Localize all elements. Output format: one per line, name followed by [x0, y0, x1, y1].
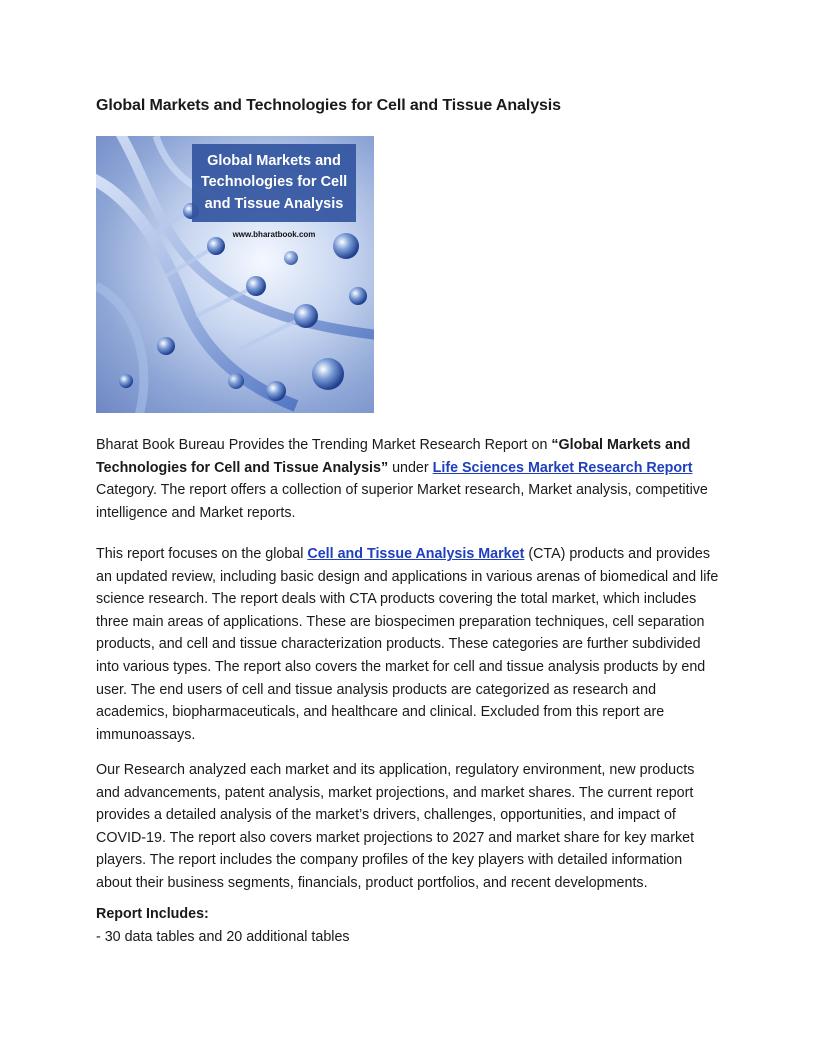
cover-url: www.bharatbook.com	[232, 230, 316, 239]
intro-paragraph: Bharat Book Bureau Provides the Trending Market Research Report on “Global Markets and Technologies for Cell and Tissue Analysis” under Life Sciences Market Research Report Category. The report offers a collection of superior Market research, Market analysis, competitive intelligence and Market reports.	[96, 437, 708, 521]
report-includes-heading: Report Includes:	[96, 906, 209, 922]
cover-title-box	[192, 144, 356, 222]
report-name: “Global Markets and Technologies for Cell and Tissue Analysis”	[96, 437, 691, 476]
focus-paragraph: This report focuses on the global Cell and Tissue Analysis Market (CTA) products and provides an updated review, including basic design and applications in various arenas of biomedical and life science research. The report deals with CTA products covering the total market, which includes three main areas of applications. These are biospecimen preparation techniques, cell separation products, and cell and tissue characterization products. These categories are further subdivided into various types. The report also covers the market for cell and tissue analysis products by end user. The end users of cell and tissue analysis products are categorized as research and academics, biopharmaceuticals, and healthcare and clinical. Excluded from this report are immunoassays.	[96, 546, 719, 743]
list-item: - 30 data tables and 20 additional tables	[96, 929, 350, 945]
cover-title: Global Markets and Technologies for Cell and Tissue Analysis	[200, 152, 348, 212]
cover-image	[96, 136, 374, 413]
life-sciences-link[interactable]: Life Sciences Market Research Report	[432, 459, 693, 476]
research-paragraph: Our Research analyzed each market and its application, regulatory environment, new products and advancements, patent analysis, market projections, and market shares. The current report provides a detailed analysis of the market’s drivers, challenges, opportunities, and impact of COVID-19. The report also covers market projections to 2027 and market share for key market players. The report includes the company profiles of the key players with detailed information about their business segments, financials, product portfolios, and recent developments.	[96, 762, 695, 891]
page-title: Global Markets and Technologies for Cell and Tissue Analysis	[96, 97, 561, 114]
cell-tissue-market-link[interactable]: Cell and Tissue Analysis Market	[307, 546, 525, 562]
